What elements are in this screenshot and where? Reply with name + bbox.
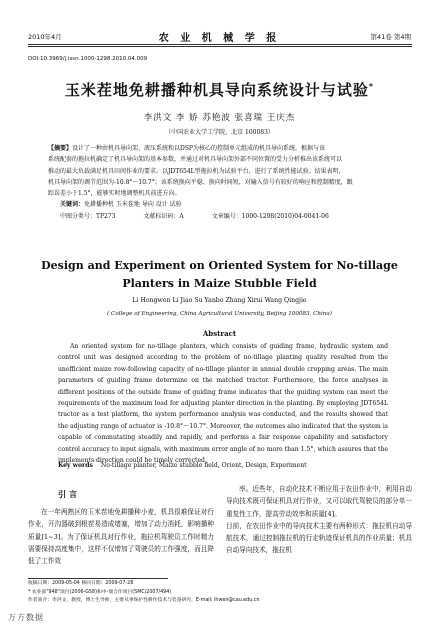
doi: DOI:10.3969/j.issn.1000-1298.2010.04.009 bbox=[28, 56, 148, 62]
keywords-en-label: Key words bbox=[58, 462, 93, 469]
header-rule bbox=[28, 44, 412, 45]
footnote-line: 作者简介：李洪文，教授，博士生导师，主要从事保护性耕作技术与装备研究，E-mail: lhwen@cau.edu.cn bbox=[28, 598, 260, 604]
abstract-cn-label: 【摘要】 bbox=[48, 145, 73, 152]
abstract-en: An oriented system for no-tillage planters, which consists of guiding frame, hydraulic system and control unit was designed according to the problem of no-tillage planting quality resulted from the unefficient maize row-following capacity of no-tillage planter in annual double cropping areas. The main parameters of guiding frame determine on the matched tractor. Furthermore, the force analyses in different positions of the outside frame of guiding frame indicates that the guiding system can meet the requirements of the maximum load for adjusting planter direction in the planting. By employing JDT654L tractor as a test platform, the system performance analysis was conducted, and the results showed that the adjusting range of actuator is -10.8°～10.7°. Moreover, the outcomes also indicated that the system is capable of commutating steadily and rapidly, and performs a fair response capability and satisfactory control accuracy to input signals, with maximum error angle of no more than 1.5°, which assures that the implements direction could be timely corrected. bbox=[58, 343, 388, 465]
intro-right-column: 率。近些年，自动化技术不断应用于农田作业中，利用自动导向技术既可保证机具对行作业，又可以取代驾驶员的部分单一重复性工作，提高劳动效率和质量[4]。 目前，在农田作业中的导向技术主要有两种形式：拖拉机自动导航技术，通过控制拖拉机的行走轨迹保证机具的作业质量；机具自动导向技术，拖拉机 bbox=[226, 485, 412, 555]
document-code: 文献标识码：A bbox=[143, 212, 184, 220]
footnote-rule bbox=[28, 578, 168, 579]
footnote-line: 收稿日期：2009-05-04 修回日期：2009-07-28 bbox=[28, 581, 134, 586]
footnote-line: * 农业部"948"项目(2006-G58)和中-瑞合作项目(SMC/2007/494) bbox=[28, 589, 172, 595]
keywords-en bbox=[58, 462, 398, 469]
abstract-cn-line: 机具导向架的调节范围为-10.8°～10.7°；该系统换向平稳、换向时间短，对输入信号有较好的响应和控制精度，跟 bbox=[48, 178, 353, 186]
article-number: 文章编号：1000-1298(2010)04-0041-06 bbox=[211, 212, 329, 220]
paper-title-cn bbox=[0, 79, 439, 100]
authors-en: Li Hongwen Li Jiao Su Yanbo Zhang Xirui Wang Qingjie bbox=[132, 297, 307, 304]
title-footnote-mark: * bbox=[368, 81, 375, 91]
journal-title: 农 业 机 械 学 报 bbox=[158, 33, 281, 44]
clc-number: 中图分类号：TP273 bbox=[60, 212, 116, 220]
affiliation-en: ( College of Engineering, China Agricultural University, Beijing 100083, China) bbox=[107, 311, 332, 317]
authors-cn: 李洪文 李 娇 苏艳波 张喜瑞 王庆杰 bbox=[143, 113, 296, 123]
abstract-cn-line: 推动的最大负载满足机具田间作业的要求。以JDT654L型拖拉机为试验平台，进行了系统性能试验。结果表明， bbox=[48, 167, 345, 175]
paper-title-en-line: Design and Experiment on Oriented System for No-tillage bbox=[41, 259, 398, 272]
abstract-cn-line: 系统配套的拖拉机确定了机具导向架的基本参数，并通过对机具导向架外部不同位置的受力分析推出该系统可以 bbox=[48, 156, 343, 164]
paper-title-en-line: Planters in Maize Stubble Field bbox=[122, 277, 317, 290]
paper-title-cn-text: 玉米茬地免耕播种机具导向系统设计与试验 bbox=[64, 81, 369, 99]
abstract-cn-line-text: 设计了一种由机具导向架、液压系统和以DSP为核心的控制单元组成的机具导向系统。根据与该 bbox=[72, 145, 325, 152]
abstract-cn-line: 踪误差小于1.5°，能够实时地调整机具前进方向。 bbox=[48, 190, 181, 198]
keywords-cn-text: 免耕播种机 玉米茬地 导向 设计 试验 bbox=[84, 201, 182, 209]
paper-title-en bbox=[0, 257, 439, 293]
classification-cn bbox=[48, 211, 394, 222]
header-rule-thin bbox=[28, 46, 412, 47]
section-heading-intro: 引言 bbox=[58, 489, 80, 499]
keywords-cn bbox=[48, 199, 394, 210]
abstract-cn bbox=[48, 143, 394, 222]
abstract-cn-line bbox=[48, 143, 394, 154]
header-volume: 第41卷 第4期 bbox=[370, 33, 411, 41]
footnotes bbox=[28, 580, 412, 606]
abstract-heading: Abstract bbox=[202, 329, 237, 338]
keywords-cn-label: 关键词： bbox=[60, 201, 85, 209]
keywords-en-text: No-tillage planter, Maize stubble field, Orient, Design, Experiment bbox=[100, 462, 307, 469]
affiliation-cn: （中国农业大学工学院，北京 100083） bbox=[165, 129, 274, 136]
header-date: 2010年4月 bbox=[28, 33, 62, 41]
intro-left-column: 在一年两熟区的玉米茬地免耕播种小麦，机具很难保证对行作业，开沟器破到根茬易造成堵塞，增加了动力消耗，影响播种质量[1~3]。为了保证机具对行作业，拖拉机驾驶员工作时精力需要保持高度集中，这样不仅增加了驾驶员的工作强度，而且降低了工作效 bbox=[28, 508, 214, 566]
watermark: 万方数据 bbox=[8, 613, 44, 622]
